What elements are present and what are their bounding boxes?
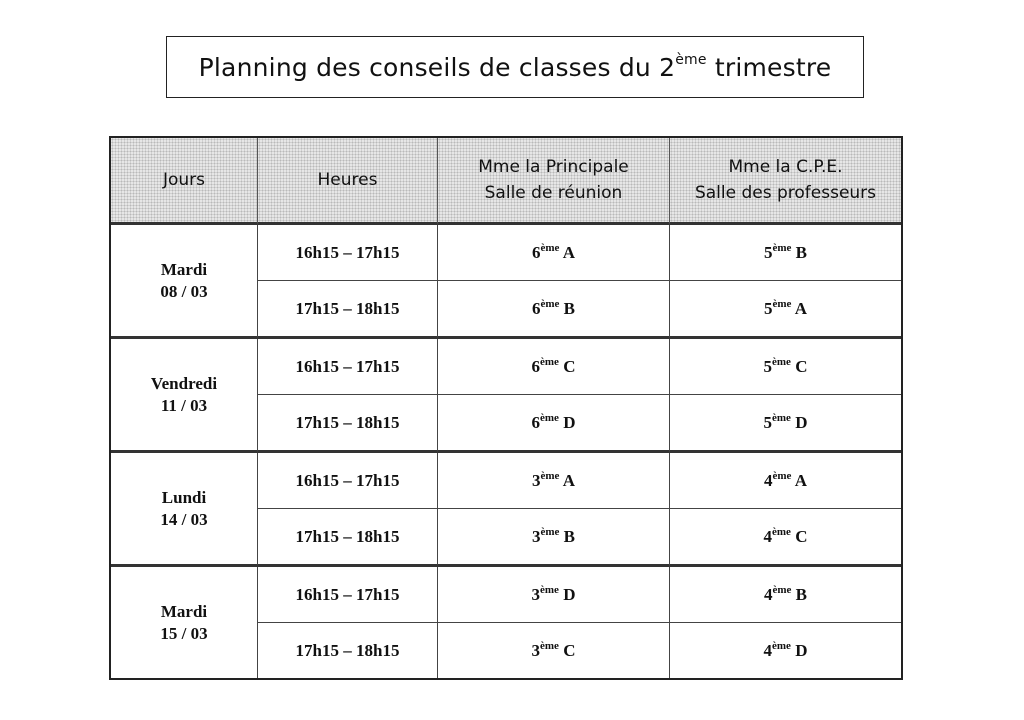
class-suffix: ème — [540, 469, 560, 482]
class-suffix: ème — [540, 297, 560, 310]
day-name: Mardi — [160, 259, 208, 279]
time-cell: 17h15 – 18h15 — [258, 509, 438, 567]
title-end: trimestre — [706, 52, 832, 82]
class-letter: C — [790, 356, 808, 376]
day-cell — [111, 225, 258, 339]
page-title — [199, 53, 832, 82]
class-letter: B — [791, 242, 808, 262]
class-suffix: ème — [540, 583, 559, 596]
class-suffix: ème — [540, 241, 560, 254]
day-name: Mardi — [160, 601, 208, 621]
principale-class-cell — [438, 567, 670, 623]
class-level: 3 — [531, 584, 541, 604]
class-suffix: ème — [772, 241, 792, 254]
table-row — [111, 453, 901, 509]
header-jours — [111, 138, 258, 225]
class-letter: B — [791, 584, 808, 604]
class-suffix: ème — [772, 583, 792, 596]
cpe-class-cell — [670, 281, 901, 339]
principale-class-cell — [438, 339, 670, 395]
class-letter: D — [558, 584, 576, 604]
cpe-class-cell — [670, 395, 901, 453]
class-level: 5 — [763, 412, 773, 432]
title-box — [166, 36, 864, 98]
class-level: 6 — [531, 298, 541, 318]
class-suffix: ème — [540, 355, 559, 368]
header-cpe-line1: Mme la C.P.E. — [728, 157, 843, 177]
class-level: 5 — [763, 298, 773, 318]
header-principale — [438, 138, 670, 225]
principale-class-cell — [438, 225, 670, 281]
schedule-table — [109, 136, 903, 680]
header-heures-label: Heures — [317, 170, 378, 190]
header-row — [111, 138, 901, 225]
class-suffix: ème — [772, 411, 791, 424]
class-suffix: ème — [540, 639, 559, 652]
cpe-class-cell — [670, 339, 901, 395]
cpe-class-cell — [670, 567, 901, 623]
class-letter: A — [559, 242, 576, 262]
day-date: 08 / 03 — [160, 281, 208, 301]
class-suffix: ème — [540, 525, 560, 538]
class-letter: D — [790, 640, 808, 660]
time-cell: 16h15 – 17h15 — [258, 225, 438, 281]
class-letter: C — [558, 640, 576, 660]
class-suffix: ème — [772, 297, 792, 310]
day-name: Vendredi — [150, 373, 218, 393]
class-letter: D — [790, 412, 808, 432]
time-cell: 17h15 – 18h15 — [258, 623, 438, 678]
class-letter: D — [558, 412, 576, 432]
class-letter: A — [559, 470, 576, 490]
time-cell: 16h15 – 17h15 — [258, 339, 438, 395]
day-date: 14 / 03 — [160, 509, 208, 529]
class-level: 4 — [763, 470, 773, 490]
day-cell — [111, 453, 258, 567]
class-level: 4 — [763, 526, 773, 546]
header-principale-line2: Salle de réunion — [484, 183, 623, 203]
class-letter: B — [559, 298, 576, 318]
title-superscript: ème — [675, 51, 707, 68]
time-cell: 17h15 – 18h15 — [258, 281, 438, 339]
cpe-class-cell — [670, 623, 901, 678]
principale-class-cell — [438, 509, 670, 567]
class-letter: A — [791, 298, 808, 318]
day-date: 11 / 03 — [160, 395, 208, 415]
class-suffix: ème — [772, 525, 791, 538]
principale-class-cell — [438, 453, 670, 509]
day-date: 15 / 03 — [160, 623, 208, 643]
header-heures — [258, 138, 438, 225]
title-main: Planning des conseils de classes du 2 — [198, 52, 676, 82]
time-cell: 16h15 – 17h15 — [258, 567, 438, 623]
class-suffix: ème — [540, 411, 559, 424]
class-level: 3 — [531, 470, 541, 490]
class-level: 4 — [763, 640, 773, 660]
class-letter: C — [790, 526, 808, 546]
cpe-class-cell — [670, 509, 901, 567]
header-principale-line1: Mme la Principale — [478, 157, 629, 177]
principale-class-cell — [438, 623, 670, 678]
day-cell — [111, 567, 258, 678]
class-suffix: ème — [772, 469, 792, 482]
principale-class-cell — [438, 281, 670, 339]
day-name: Lundi — [161, 487, 207, 507]
class-level: 3 — [531, 526, 541, 546]
class-letter: B — [559, 526, 576, 546]
cpe-class-cell — [670, 453, 901, 509]
header-cpe — [670, 138, 901, 225]
day-cell — [111, 339, 258, 453]
time-cell: 17h15 – 18h15 — [258, 395, 438, 453]
principale-class-cell — [438, 395, 670, 453]
header-cpe-line2: Salle des professeurs — [694, 183, 877, 203]
class-letter: A — [791, 470, 808, 490]
class-suffix: ème — [772, 639, 791, 652]
class-suffix: ème — [772, 355, 791, 368]
class-level: 4 — [763, 584, 773, 604]
class-letter: C — [558, 356, 576, 376]
table-row — [111, 339, 901, 395]
cpe-class-cell — [670, 225, 901, 281]
class-level: 5 — [763, 356, 773, 376]
table-row — [111, 567, 901, 623]
class-level: 5 — [763, 242, 773, 262]
class-level: 6 — [531, 412, 541, 432]
table-row — [111, 225, 901, 281]
class-level: 6 — [531, 356, 541, 376]
class-level: 3 — [531, 640, 541, 660]
header-jours-label: Jours — [162, 170, 206, 190]
time-cell: 16h15 – 17h15 — [258, 453, 438, 509]
class-level: 6 — [531, 242, 541, 262]
